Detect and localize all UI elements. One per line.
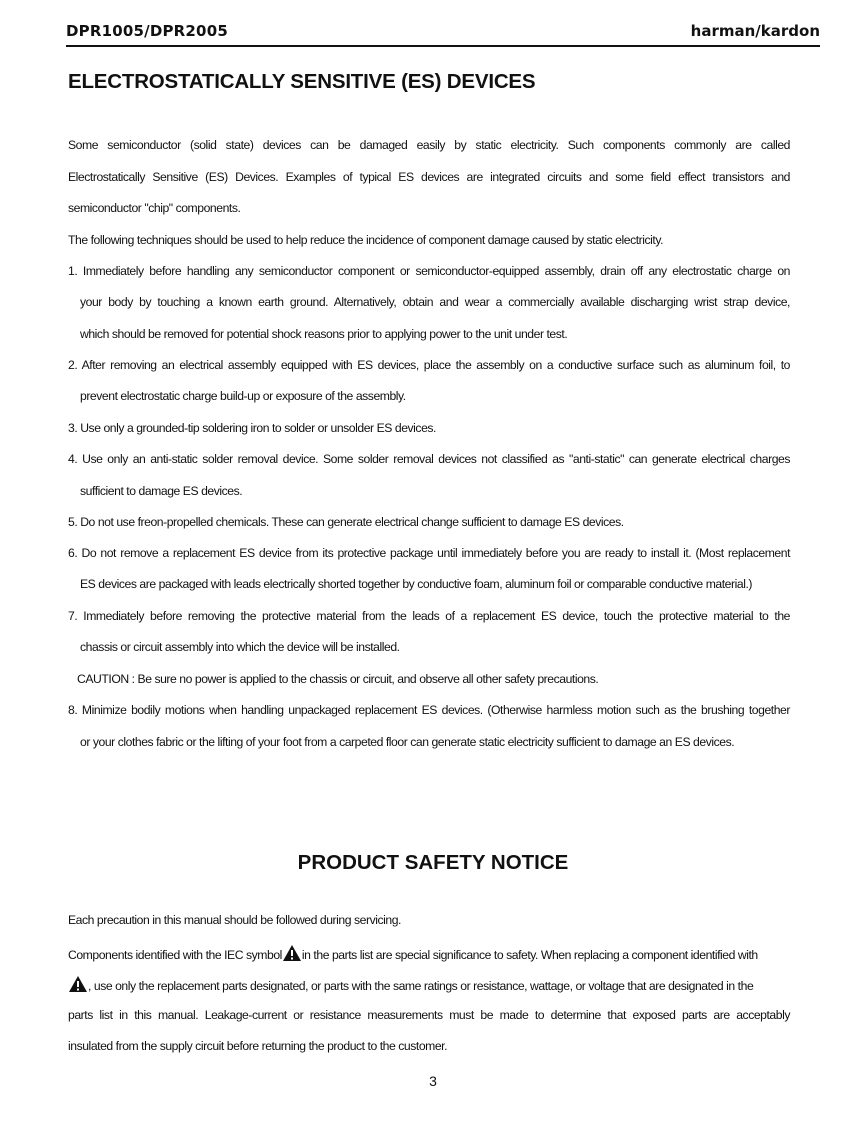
caution-text: Be sure no power is applied to the chassis or circuit, and observe all other safety precautions. [134, 672, 599, 686]
warning-triangle-icon [282, 944, 302, 962]
list-item-2-cont: prevent electrostatic charge build-up or exposure of the assembly. [80, 389, 406, 403]
safety-line-2 [68, 944, 790, 962]
brand-name: harman/kardon [690, 22, 820, 40]
safety-line-2b: in the parts list are special significance to safety. When replacing a component identified with [301, 948, 758, 962]
paragraph-line: Some semiconductor (solid state) devices can be damaged easily by static electricity. Such components commonly are called [68, 138, 790, 152]
list-item-3: 3. Use only a grounded-tip soldering iron to solder or unsolder ES devices. [68, 421, 436, 435]
safety-section-title: PRODUCT SAFETY NOTICE [297, 851, 569, 874]
safety-line-5: insulated from the supply circuit before returning the product to the customer. [68, 1039, 448, 1053]
page-header [66, 19, 820, 47]
list-item-8-cont: or your clothes fabric or the lifting of your foot from a carpeted floor can generate static electricity sufficient to damage an ES devices. [80, 735, 735, 749]
list-item-6: 6. Do not remove a replacement ES device from its protective package until immediately before you are ready to install it. (Most replacement [68, 546, 790, 560]
list-item-8: 8. Minimize bodily motions when handling unpackaged replacement ES devices. (Otherwise harmless motion such as the brushing together [68, 703, 790, 717]
list-item-1: 1. Immediately before handling any semiconductor component or semiconductor-equipped assembly, drain off any electrostatic charge on [68, 264, 790, 278]
model-number: DPR1005/DPR2005 [66, 22, 228, 40]
safety-line-4: parts list in this manual. Leakage-current or resistance measurements must be made to determine that exposed parts are acceptably [68, 1008, 790, 1022]
paragraph-line: Electrostatically Sensitive (ES) Devices. Examples of typical ES devices are integrated circuits and some field effect transistors and [68, 170, 790, 184]
safety-line-3-text: , use only the replacement parts designated, or parts with the same ratings or resistance, wattage, or voltage that are designated in the [88, 979, 754, 993]
warning-triangle-icon [68, 975, 88, 993]
list-item-4: 4. Use only an anti-static solder removal device. Some solder removal devices not classified as "anti-static" can generate electrical charges [68, 452, 790, 466]
list-item-5: 5. Do not use freon-propelled chemicals. These can generate electrical change sufficient to damage ES devices. [68, 515, 624, 529]
list-item-1-cont: which should be removed for potential shock reasons prior to applying power to the unit under test. [80, 327, 568, 341]
safety-line-3 [68, 975, 790, 993]
safety-line-1: Each precaution in this manual should be followed during servicing. [68, 913, 401, 927]
es-section-title: ELECTROSTATICALLY SENSITIVE (ES) DEVICES [68, 70, 536, 93]
list-item-7-cont: chassis or circuit assembly into which the device will be installed. [80, 640, 400, 654]
page-number: 3 [429, 1073, 437, 1089]
safety-line-2a: Components identified with the IEC symbol [68, 948, 282, 962]
caution-label: CAUTION : [77, 672, 135, 686]
paragraph-line: semiconductor "chip" components. [68, 201, 241, 215]
list-item-4-cont: sufficient to damage ES devices. [80, 484, 243, 498]
list-item-7: 7. Immediately before removing the protective material from the leads of a replacement ES device, touch the protective material to the [68, 609, 790, 623]
list-item-6-cont: ES devices are packaged with leads electrically shorted together by conductive foam, aluminum foil or comparable conductive material.) [80, 577, 752, 591]
list-item-2: 2. After removing an electrical assembly equipped with ES devices, place the assembly on a conductive surface such as aluminum foil, to [68, 358, 790, 372]
paragraph-line: The following techniques should be used to help reduce the incidence of component damage caused by static electricity. [68, 233, 664, 247]
caution-line [77, 672, 799, 686]
list-item-1-cont: your body by touching a known earth ground. Alternatively, obtain and wear a commercially available discharging wrist strap device, [80, 295, 790, 309]
